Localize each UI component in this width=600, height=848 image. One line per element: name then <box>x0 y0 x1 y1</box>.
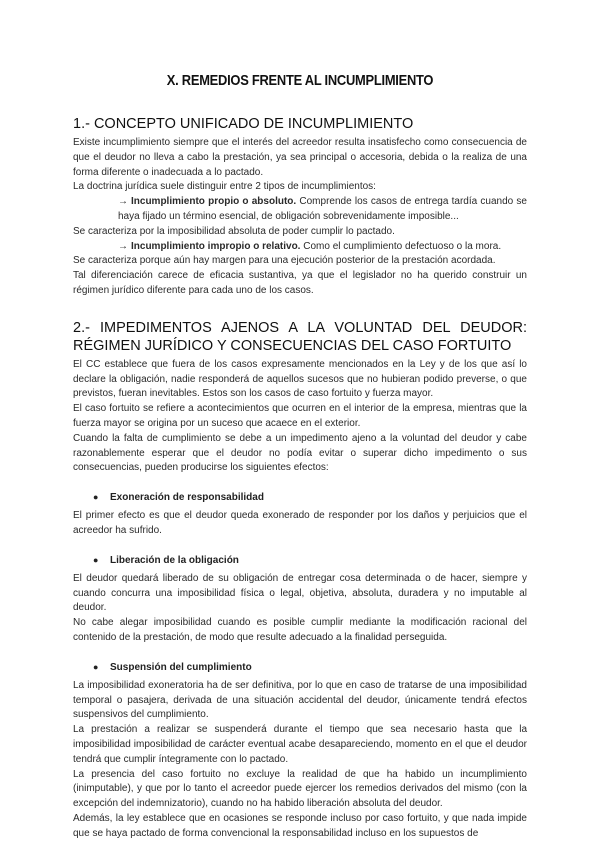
b3-paragraph-1: La imposibilidad exoneratoria ha de ser definitiva, por lo que en caso de tratarse de una imposibilidad temporal o pasajera, derivada de una situación accidental del deudor, únicamente tendrá efectos suspensivos del cumplimiento. <box>73 679 527 721</box>
arrow-icon: → <box>118 240 128 252</box>
s1-paragraph-1: Existe incumplimiento siempre que el interés del acreedor resulta insatisfecho como consecuencia de que el deudor no lleva a cabo la prestación, ya sea principal o accesoria, debida o la realiza de una forma diferente o inadecuada a lo pactado. <box>73 137 527 178</box>
s1-item-1-title: Incumplimiento propio o absoluto. <box>131 196 297 208</box>
section-2-heading: 2.- IMPEDIMENTOS AJENOS A LA VOLUNTAD DEL DEUDOR: RÉGIMEN JURÍDICO Y CONSECUENCIAS DEL CASO FORTUITO <box>73 319 527 354</box>
s2-paragraph-3: Cuando la falta de cumplimiento se debe a un impedimento ajeno a la voluntad del deudor y cabe razonablemente esperar que el deudor no podía evitar o superar dicho impedimento o sus consecuencias, pueden producirse los siguientes efectos: <box>73 432 527 474</box>
b3-paragraph-2: La prestación a realizar se suspenderá durante el tiempo que sea necesario hasta que la imposibilidad imposibilidad de carácter eventual acabe desapareciendo, momento en el que el deudor tendrá que cumplir íntegramente con lo pactado. <box>73 724 527 765</box>
s1-paragraph-4: Se caracteriza porque aún hay margen para una ejecución posterior de la prestación acordada. <box>73 255 496 267</box>
s1-item-2-title: Incumplimiento impropio o relativo. <box>131 240 301 252</box>
b2-paragraph-2: No cabe alegar imposibilidad cuando es posible cumplir mediante la modificación racional del contenido de la prestación, de modo que resulte adecuado a la finalidad perseguida. <box>73 617 527 643</box>
s1-paragraph-2: La doctrina jurídica suele distinguir entre 2 tipos de incumplimientos: <box>73 181 376 193</box>
s2-paragraph-1: El CC establece que fuera de los casos expresamente mencionados en la Ley y de los que así lo declare la obligación, nadie responderá de aquellos sucesos que no hubieran podido preverse, o que previstos, fueran inevitables. Estos son los casos de caso fortuito y fuerza mayor. <box>73 358 527 400</box>
s1-item-2-text: Como el cumplimiento defectuoso o la mora. <box>300 240 502 252</box>
b3-paragraph-4: Además, la ley establece que en ocasiones se responde incluso por caso fortuito, y que nada impide que se haya pactado de forma convencional la responsabilidad incluso en los supuestos de <box>73 812 527 839</box>
arrow-icon: → <box>118 196 128 208</box>
s2-paragraph-2: El caso fortuito se refiere a acontecimientos que ocurren en el interior de la empresa, mientras que la fuerza mayor se origina por un suceso que acaece en el exterior. <box>73 403 527 429</box>
b1-paragraph-1: El primer efecto es que el deudor queda exonerado de responder por los daños y perjuicios que el acreedor ha sufrido. <box>73 510 527 536</box>
bullet-icon: ● <box>93 661 99 672</box>
bullet-icon: ● <box>93 554 99 565</box>
bullet-icon: ● <box>93 492 99 503</box>
bullet-heading-exoneracion <box>93 490 527 505</box>
bullet-title: Exoneración de responsabilidad <box>110 492 264 504</box>
s1-paragraph-5: Tal diferenciación carece de eficacia sustantiva, ya que el legislador no ha querido construir un régimen jurídico diferente para cada uno de los casos. <box>73 270 527 296</box>
b3-paragraph-3: La presencia del caso fortuito no excluye la realidad de que ha habido un incumplimiento (inimputable), y que por lo tanto el acreedor puede ejercer los remedios derivados del mismo (con la excepción del indemnizatorio), cuando no ha habido liberación absoluta del deudor. <box>73 768 527 810</box>
s1-item-1 <box>73 195 527 225</box>
b2-paragraph-1: El deudor quedará liberado de su obligación de entregar cosa determinada o de hacer, siempre y cuando concurra una imposibilidad física o legal, objetiva, absoluta, duradera y no imputable al deudor. <box>73 572 527 614</box>
s1-item-2 <box>73 240 527 255</box>
bullet-heading-suspension <box>93 660 527 675</box>
bullet-heading-liberacion <box>93 553 527 568</box>
section-1-heading: 1.- CONCEPTO UNIFICADO DE INCUMPLIMIENTO <box>73 116 414 132</box>
document-title: X. REMEDIOS FRENTE AL INCUMPLIMIENTO <box>166 72 434 89</box>
bullet-title: Suspensión del cumplimiento <box>110 661 252 673</box>
s1-paragraph-3: Se caracteriza por la imposibilidad absoluta de poder cumplir lo pactado. <box>73 225 395 237</box>
bullet-title: Liberación de la obligación <box>110 554 239 566</box>
s1-item-1-text: Comprende los casos de entrega tardía cuando se haya fijado un término esencial, de obligación sobrevenidamente imposible... <box>118 196 527 222</box>
